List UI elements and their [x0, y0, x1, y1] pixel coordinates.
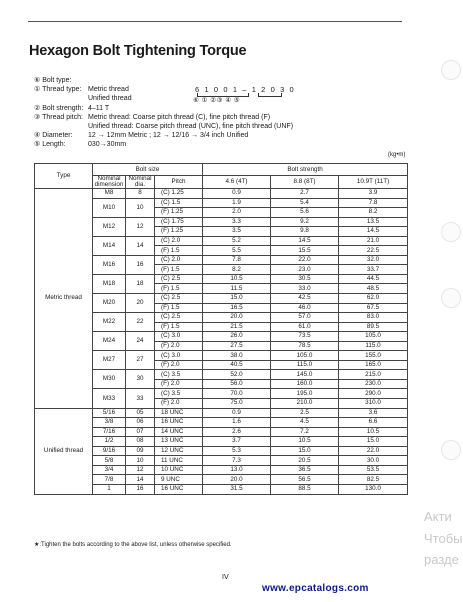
nominal-dia-cell: 10	[126, 198, 155, 217]
nominal-dimension-cell: M22	[93, 313, 126, 332]
torque-4t-cell: 3.7	[203, 437, 271, 447]
torque-4t-cell: 5.2	[203, 236, 271, 246]
pitch-cell: 16 UNC	[155, 484, 203, 494]
nominal-dia-cell: 8	[126, 189, 155, 199]
table-row	[35, 408, 408, 418]
page-title: Hexagon Bolt Tightening Torque	[29, 43, 247, 59]
binder-hole-2	[441, 222, 461, 242]
torque-4t-cell: 31.5	[203, 484, 271, 494]
torque-4t-cell: 56.0	[203, 379, 271, 389]
torque-4t-cell: 70.0	[203, 389, 271, 399]
torque-11t-cell: 48.5	[339, 284, 408, 294]
nominal-dimension-cell: M14	[93, 236, 126, 255]
nominal-dimension-cell: M20	[93, 294, 126, 313]
spec-label: ① Thread type:	[34, 86, 82, 94]
torque-table	[34, 163, 408, 495]
binder-hole-4	[441, 440, 461, 460]
pitch-cell: 11 UNC	[155, 456, 203, 466]
nominal-dimension-cell: M18	[93, 274, 126, 293]
nominal-dia-cell: 06	[126, 418, 155, 428]
page-number: IV	[222, 574, 229, 581]
pitch-cell: (C) 2.0	[155, 236, 203, 246]
nominal-dia-cell: 16	[126, 484, 155, 494]
nominal-dimension-cell: 5/8	[93, 456, 126, 466]
nominal-dimension-cell: M27	[93, 351, 126, 370]
thread-type-cell: Metric thread	[35, 189, 93, 409]
pitch-cell: (C) 1.5	[155, 198, 203, 208]
torque-11t-cell: 105.0	[339, 332, 408, 342]
pitch-cell: 16 UNC	[155, 418, 203, 428]
torque-4t-cell: 20.0	[203, 313, 271, 323]
nominal-dimension-cell: M12	[93, 217, 126, 236]
nominal-dimension-cell: 5/16	[93, 408, 126, 418]
torque-8t-cell: 14.5	[271, 236, 339, 246]
pitch-cell: (F) 2.0	[155, 341, 203, 351]
pitch-cell: 9 UNC	[155, 475, 203, 485]
pitch-cell: (C) 2.5	[155, 294, 203, 304]
torque-4t-cell: 3.3	[203, 217, 271, 227]
nominal-dimension-cell: M30	[93, 370, 126, 389]
nominal-dia-cell: 27	[126, 351, 155, 370]
bolt-code: 6 1 0 0 1 – 1 2 0 3 0	[195, 85, 296, 94]
torque-11t-cell: 115.0	[339, 341, 408, 351]
torque-4t-cell: 27.5	[203, 341, 271, 351]
torque-4t-cell: 0.9	[203, 408, 271, 418]
torque-11t-cell: 53.5	[339, 465, 408, 475]
header-strength-4t: 4.6 (4T)	[203, 176, 271, 189]
overlay-text-2: Чтобы	[424, 531, 463, 546]
torque-11t-cell: 3.6	[339, 408, 408, 418]
torque-11t-cell: 230.0	[339, 379, 408, 389]
torque-8t-cell: 160.0	[271, 379, 339, 389]
torque-4t-cell: 7.8	[203, 255, 271, 265]
torque-8t-cell: 42.5	[271, 294, 339, 304]
torque-8t-cell: 36.5	[271, 465, 339, 475]
torque-11t-cell: 15.0	[339, 437, 408, 447]
torque-4t-cell: 1.9	[203, 198, 271, 208]
torque-11t-cell: 7.8	[339, 198, 408, 208]
header-strength-8t: 8.8 (8T)	[271, 176, 339, 189]
pitch-cell: (C) 2.0	[155, 255, 203, 265]
torque-11t-cell: 33.7	[339, 265, 408, 275]
header-nominal-dia: Nominal dia.	[126, 176, 155, 189]
spec-label: ② Bolt strength:	[34, 104, 84, 112]
torque-4t-cell: 10.5	[203, 274, 271, 284]
torque-11t-cell: 21.0	[339, 236, 408, 246]
torque-4t-cell: 5.3	[203, 446, 271, 456]
pitch-cell: (F) 1.5	[155, 284, 203, 294]
torque-8t-cell: 9.8	[271, 227, 339, 237]
bolt-code-index: ⑥ ① ②③ ④ ⑤	[193, 97, 241, 104]
nominal-dimension-cell: M16	[93, 255, 126, 274]
unit-label: (kg•m)	[388, 152, 406, 158]
nominal-dia-cell: 05	[126, 408, 155, 418]
torque-4t-cell: 20.0	[203, 475, 271, 485]
torque-8t-cell: 9.2	[271, 217, 339, 227]
pitch-cell: (F) 1.5	[155, 322, 203, 332]
spec-value: Metric thread: Coarse pitch thread (C), fine pitch thread (F)	[88, 113, 271, 121]
torque-8t-cell: 57.0	[271, 313, 339, 323]
pitch-cell: (F) 1.5	[155, 246, 203, 256]
torque-4t-cell: 75.0	[203, 399, 271, 409]
overlay-text-3: разде	[424, 552, 459, 567]
torque-8t-cell: 78.5	[271, 341, 339, 351]
torque-4t-cell: 2.6	[203, 427, 271, 437]
pitch-cell: (F) 2.0	[155, 399, 203, 409]
torque-11t-cell: 22.0	[339, 446, 408, 456]
pitch-cell: 13 UNC	[155, 437, 203, 447]
torque-11t-cell: 3.9	[339, 189, 408, 199]
torque-4t-cell: 3.5	[203, 227, 271, 237]
torque-8t-cell: 105.0	[271, 351, 339, 361]
binder-hole-1	[441, 60, 461, 80]
torque-11t-cell: 165.0	[339, 360, 408, 370]
torque-11t-cell: 32.0	[339, 255, 408, 265]
pitch-cell: (C) 3.0	[155, 351, 203, 361]
torque-11t-cell: 8.2	[339, 208, 408, 218]
pitch-cell: (C) 1.25	[155, 189, 203, 199]
pitch-cell: 14 UNC	[155, 427, 203, 437]
torque-8t-cell: 56.5	[271, 475, 339, 485]
torque-4t-cell: 11.5	[203, 284, 271, 294]
header-bolt-strength: Bolt strength	[203, 164, 408, 176]
nominal-dia-cell: 10	[126, 456, 155, 466]
torque-8t-cell: 88.5	[271, 484, 339, 494]
torque-4t-cell: 0.9	[203, 189, 271, 199]
code-brace-right	[258, 93, 282, 97]
torque-4t-cell: 16.5	[203, 303, 271, 313]
spec-value: Metric thread	[88, 86, 129, 94]
torque-8t-cell: 23.0	[271, 265, 339, 275]
nominal-dia-cell: 33	[126, 389, 155, 408]
torque-8t-cell: 46.0	[271, 303, 339, 313]
torque-4t-cell: 26.0	[203, 332, 271, 342]
torque-11t-cell: 44.5	[339, 274, 408, 284]
pitch-cell: (C) 2.5	[155, 313, 203, 323]
pitch-cell: 10 UNC	[155, 465, 203, 475]
torque-8t-cell: 15.5	[271, 246, 339, 256]
torque-4t-cell: 40.5	[203, 360, 271, 370]
torque-8t-cell: 115.0	[271, 360, 339, 370]
spec-value: 030→30mm	[88, 141, 127, 149]
nominal-dia-cell: 24	[126, 332, 155, 351]
nominal-dia-cell: 08	[126, 437, 155, 447]
torque-11t-cell: 310.0	[339, 399, 408, 409]
nominal-dia-cell: 14	[126, 475, 155, 485]
nominal-dia-cell: 14	[126, 236, 155, 255]
nominal-dia-cell: 12	[126, 465, 155, 475]
torque-11t-cell: 14.5	[339, 227, 408, 237]
torque-4t-cell: 21.5	[203, 322, 271, 332]
pitch-cell: (F) 1.25	[155, 208, 203, 218]
table-row	[35, 189, 408, 199]
nominal-dia-cell: 20	[126, 294, 155, 313]
footnote: ★:Tighten the bolts according to the above list, unless otherwise specified.	[34, 542, 232, 548]
pitch-cell: (C) 3.5	[155, 370, 203, 380]
thread-type-cell: Unified thread	[35, 408, 93, 494]
pitch-cell: (F) 1.25	[155, 227, 203, 237]
header-nominal-dimension: Nominal dimension	[93, 176, 126, 189]
torque-4t-cell: 7.3	[203, 456, 271, 466]
top-rule	[28, 21, 402, 22]
pitch-cell: (F) 1.5	[155, 265, 203, 275]
spec-value: Unified thread	[88, 95, 132, 103]
spec-value: 4–11 T	[88, 104, 110, 112]
torque-8t-cell: 195.0	[271, 389, 339, 399]
pitch-cell: (C) 3.5	[155, 389, 203, 399]
torque-8t-cell: 5.6	[271, 208, 339, 218]
torque-8t-cell: 20.5	[271, 456, 339, 466]
torque-11t-cell: 62.0	[339, 294, 408, 304]
torque-8t-cell: 33.0	[271, 284, 339, 294]
torque-11t-cell: 82.5	[339, 475, 408, 485]
torque-4t-cell: 52.0	[203, 370, 271, 380]
torque-4t-cell: 5.5	[203, 246, 271, 256]
nominal-dia-cell: 16	[126, 255, 155, 274]
torque-4t-cell: 15.0	[203, 294, 271, 304]
nominal-dia-cell: 12	[126, 217, 155, 236]
pitch-cell: (C) 1.75	[155, 217, 203, 227]
nominal-dimension-cell: M10	[93, 198, 126, 217]
torque-11t-cell: 67.5	[339, 303, 408, 313]
pitch-cell: (F) 1.5	[155, 303, 203, 313]
torque-11t-cell: 155.0	[339, 351, 408, 361]
nominal-dia-cell: 22	[126, 313, 155, 332]
nominal-dimension-cell: 3/4	[93, 465, 126, 475]
nominal-dia-cell: 09	[126, 446, 155, 456]
spec-label: ③ Thread pitch:	[34, 113, 83, 121]
header-bolt-size: Bolt size	[93, 164, 203, 176]
spec-label: ④ Diameter:	[34, 132, 73, 140]
header-pitch: Pitch	[155, 176, 203, 189]
torque-11t-cell: 10.5	[339, 427, 408, 437]
torque-4t-cell: 38.0	[203, 351, 271, 361]
pitch-cell: 18 UNC	[155, 408, 203, 418]
nominal-dimension-cell: M24	[93, 332, 126, 351]
nominal-dimension-cell: 1	[93, 484, 126, 494]
nominal-dimension-cell: 7/16	[93, 427, 126, 437]
torque-8t-cell: 145.0	[271, 370, 339, 380]
nominal-dia-cell: 18	[126, 274, 155, 293]
torque-4t-cell: 2.0	[203, 208, 271, 218]
torque-11t-cell: 215.0	[339, 370, 408, 380]
torque-8t-cell: 210.0	[271, 399, 339, 409]
torque-8t-cell: 30.5	[271, 274, 339, 284]
spec-label: ⑥ Bolt type:	[34, 77, 72, 84]
overlay-text-1: Акти	[424, 509, 452, 524]
torque-11t-cell: 130.0	[339, 484, 408, 494]
spec-label: ⑤ Length:	[34, 141, 66, 149]
nominal-dimension-cell: M33	[93, 389, 126, 408]
torque-8t-cell: 2.5	[271, 408, 339, 418]
torque-8t-cell: 22.0	[271, 255, 339, 265]
pitch-cell: (F) 2.0	[155, 360, 203, 370]
pitch-cell: (C) 2.5	[155, 274, 203, 284]
torque-8t-cell: 15.0	[271, 446, 339, 456]
torque-4t-cell: 8.2	[203, 265, 271, 275]
torque-11t-cell: 89.5	[339, 322, 408, 332]
torque-8t-cell: 73.5	[271, 332, 339, 342]
nominal-dimension-cell: M8	[93, 189, 126, 199]
torque-4t-cell: 13.0	[203, 465, 271, 475]
torque-8t-cell: 61.0	[271, 322, 339, 332]
torque-11t-cell: 13.5	[339, 217, 408, 227]
nominal-dimension-cell: 7/8	[93, 475, 126, 485]
torque-8t-cell: 5.4	[271, 198, 339, 208]
nominal-dia-cell: 07	[126, 427, 155, 437]
torque-11t-cell: 6.6	[339, 418, 408, 428]
spec-value: Unified thread: Coarse pitch thread (UNC), fine pitch thread (UNF)	[88, 122, 294, 130]
header-type: Type	[35, 164, 93, 189]
torque-11t-cell: 83.0	[339, 313, 408, 323]
torque-11t-cell: 22.5	[339, 246, 408, 256]
torque-8t-cell: 4.5	[271, 418, 339, 428]
spec-value: 12 → 12mm Metric ; 12 → 12/16 → 3/4 inch Unified	[88, 132, 249, 140]
footer-watermark-url: www.epcatalogs.com	[262, 583, 369, 594]
torque-8t-cell: 2.7	[271, 189, 339, 199]
pitch-cell: (F) 2.0	[155, 379, 203, 389]
torque-4t-cell: 1.6	[203, 418, 271, 428]
nominal-dimension-cell: 9/16	[93, 446, 126, 456]
nominal-dimension-cell: 1/2	[93, 437, 126, 447]
torque-8t-cell: 10.5	[271, 437, 339, 447]
torque-11t-cell: 290.0	[339, 389, 408, 399]
header-strength-11t: 10.9T (11T)	[339, 176, 408, 189]
binder-hole-3	[441, 288, 461, 308]
torque-11t-cell: 30.0	[339, 456, 408, 466]
pitch-cell: (C) 3.0	[155, 332, 203, 342]
nominal-dimension-cell: 3/8	[93, 418, 126, 428]
pitch-cell: 12 UNC	[155, 446, 203, 456]
torque-8t-cell: 7.2	[271, 427, 339, 437]
nominal-dia-cell: 30	[126, 370, 155, 389]
